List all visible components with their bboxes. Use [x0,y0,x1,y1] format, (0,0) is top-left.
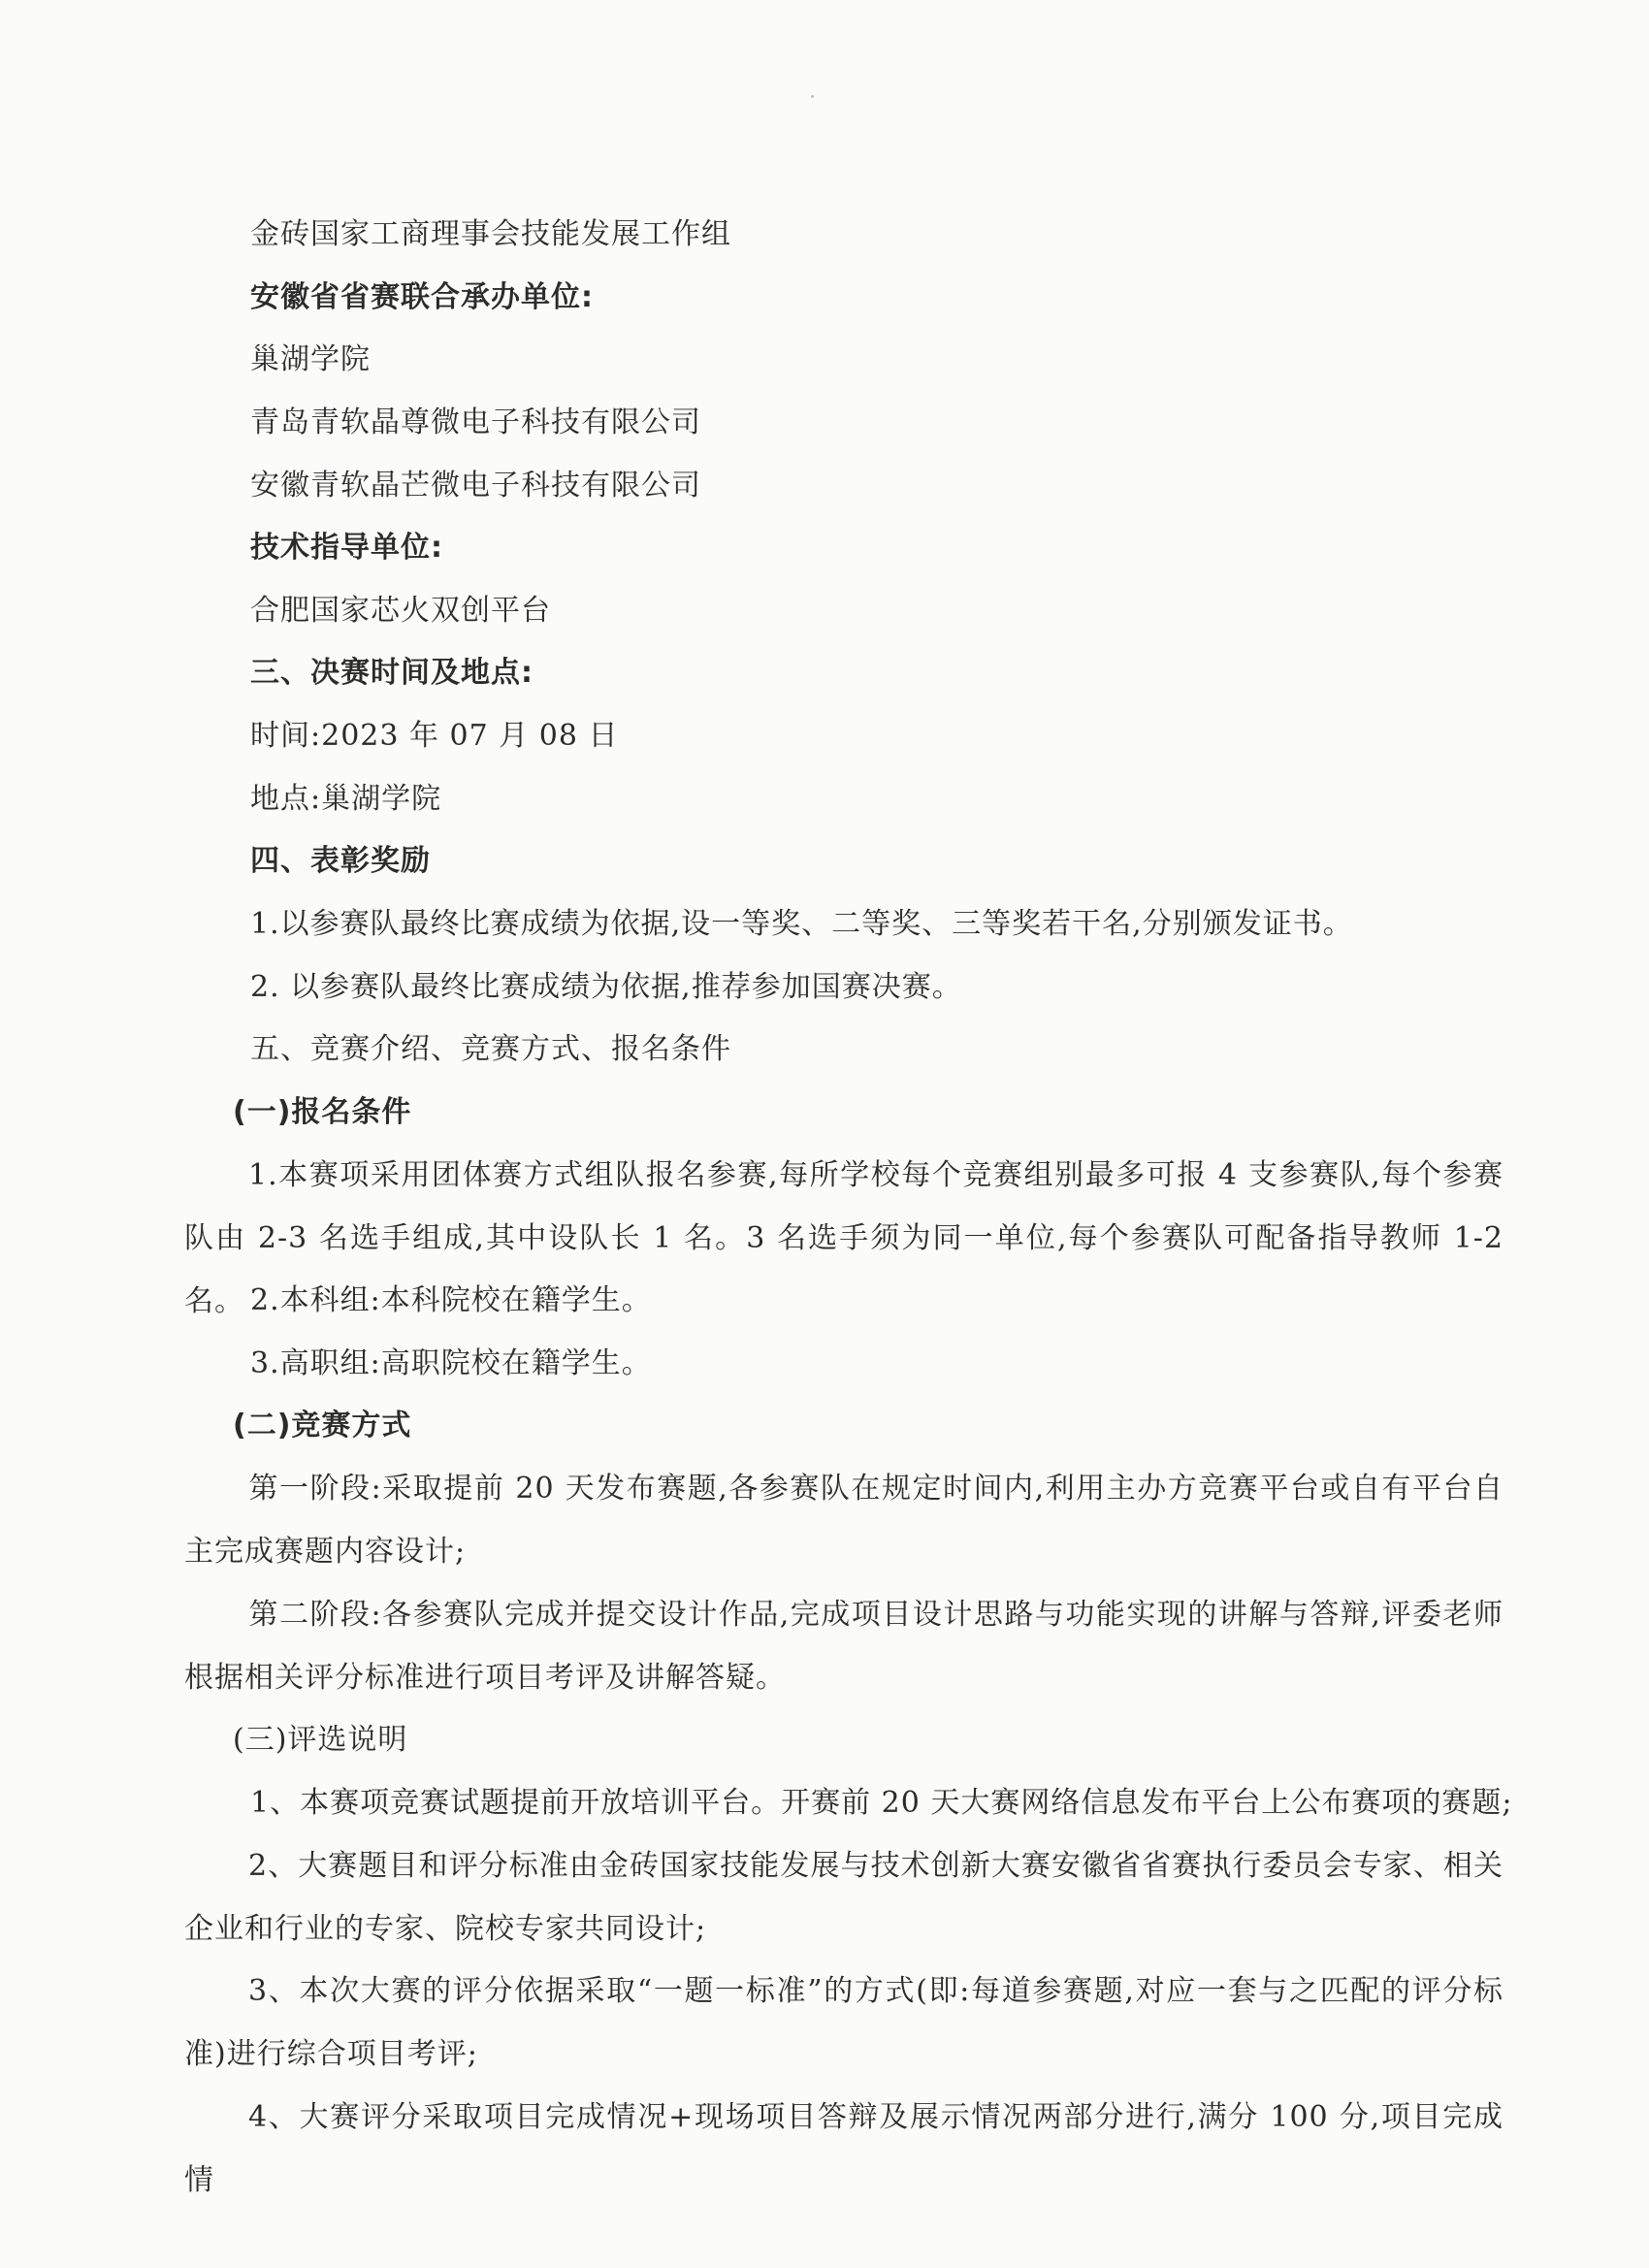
co-host-chaohu-university: 巢湖学院 [250,342,371,376]
section-three-heading: 三、决赛时间及地点: [250,656,534,690]
section-five-heading: 五、竞赛介绍、竞赛方式、报名条件 [250,1032,731,1066]
co-host-anhui-company: 安徽青软晶芒微电子科技有限公司 [250,469,701,502]
award-rule-2: 2. 以参赛队最终比赛成绩为依据,推荐参加国赛决赛。 [250,970,962,1004]
technical-guidance-platform: 合肥国家芯火双创平台 [250,594,551,628]
registration-rule-1-text: 1.本赛项采用团体赛方式组队报名参赛,每所学校每个竞赛组别最多可报 4 支参赛队,每个参赛队由 2-3 名选手组成,其中设队长 1 名。3 名选手须为同一单位,每个参赛队可配备指导教师 1-2 名。 [184,1158,1504,1318]
final-date: 时间:2023 年 07 月 08 日 [250,719,619,753]
evaluation-rule-2-paragraph [184,1834,1504,1960]
evaluation-rule-2-text: 2、大赛题目和评分标准由金砖国家技能发展与技术创新大赛安徽省省赛执行委员会专家、相关企业和行业的专家、院校专家共同设计; [184,1849,1504,1946]
final-location: 地点:巢湖学院 [250,782,442,816]
evaluation-rule-3-text: 3、本次大赛的评分依据采取“一题一标准”的方式(即:每道参赛题,对应一套与之匹配的评分标准)进行综合项目考评; [184,1974,1504,2071]
organizer-brics-working-group: 金砖国家工商理事会技能发展工作组 [250,217,731,251]
registration-vocational: 3.高职组:高职院校在籍学生。 [250,1346,652,1380]
format-stage-1-text: 第一阶段:采取提前 20 天发布赛题,各参赛队在规定时间内,利用主办方竞赛平台或自有平台自主完成赛题内容设计; [184,1472,1504,1569]
evaluation-rule-1: 1、本赛项竞赛试题提前开放培训平台。开赛前 20 天大赛网络信息发布平台上公布赛项的赛题; [250,1786,1513,1820]
evaluation-rule-4-paragraph [184,2086,1504,2212]
format-stage-1-paragraph [184,1457,1504,1583]
evaluation-rule-3-paragraph [184,1960,1504,2086]
format-stage-2-text: 第二阶段:各参赛队完成并提交设计作品,完成项目设计思路与功能实现的讲解与答辩,评委老师根据相关评分标准进行项目考评及讲解答疑。 [184,1598,1504,1695]
award-rule-1: 1.以参赛队最终比赛成绩为依据,设一等奖、二等奖、三等奖若干名,分别颁发证书。 [250,907,1353,941]
format-stage-2-paragraph [184,1583,1504,1709]
co-host-heading: 安徽省省赛联合承办单位: [250,280,594,314]
scan-speck [811,95,814,98]
subsection-registration-heading: (一)报名条件 [233,1095,412,1129]
evaluation-rule-4-text: 4、大赛评分采取项目完成情况+现场项目答辩及展示情况两部分进行,满分 100 分,项目完成情 [184,2100,1504,2197]
registration-undergraduate: 2.本科组:本科院校在籍学生。 [250,1283,652,1317]
subsection-format-heading: (二)竞赛方式 [233,1409,412,1442]
co-host-qingdao-company: 青岛青软晶尊微电子科技有限公司 [250,405,701,439]
section-four-heading: 四、表彰奖励 [250,844,431,878]
technical-guidance-heading: 技术指导单位: [250,531,443,565]
subsection-evaluation-heading: (三)评选说明 [233,1723,408,1757]
